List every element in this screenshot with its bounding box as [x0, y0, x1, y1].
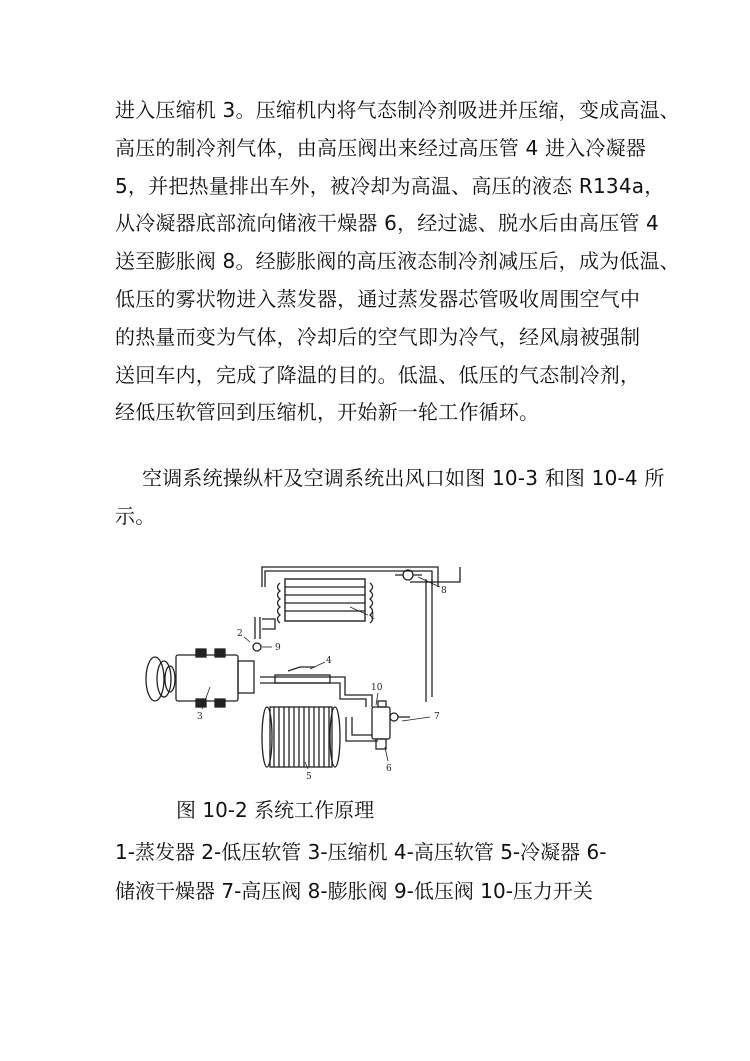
diagram-label: 10	[371, 683, 383, 693]
pipe-high-pressure	[260, 677, 372, 707]
pipe-right	[426, 579, 432, 702]
figure-caption: 图 10-2 系统工作原理	[176, 798, 375, 822]
text-line: 进入压缩机 3。压缩机内将气态制冷剂吸进并压缩，变成高温、	[115, 98, 680, 122]
text-line: 从冷凝器底部流向储液干燥器 6，经过滤、脱水后由高压管 4	[115, 211, 659, 236]
paragraph-refrigeration-cycle	[115, 92, 680, 432]
compressor	[146, 649, 254, 707]
diagram-label: 7	[434, 712, 440, 722]
condenser	[262, 707, 340, 767]
figure-legend	[115, 833, 635, 911]
legend-line: 储液干燥器 7-高压阀 8-膨胀阀 9-低压阀 10-压力开关	[115, 879, 593, 903]
high-pressure-hose	[275, 667, 330, 683]
text-line: 经低压软管回到压缩机，开始新一轮工作循环。	[115, 400, 540, 425]
text-line: 示。	[115, 503, 156, 528]
diagram-label: 4	[326, 656, 332, 666]
pipe-low-pressure	[255, 617, 260, 639]
diagram-label: 1	[370, 612, 376, 622]
pipe-top	[262, 567, 438, 587]
text-line: 高压的制冷剂气体，由高压阀出来经过高压管 4 进入冷凝器	[115, 135, 647, 160]
evaporator	[278, 579, 373, 623]
paragraph-controls-reference	[115, 460, 665, 536]
system-diagram	[140, 557, 470, 782]
text-line: 空调系统操纵杆及空调系统出风口如图 10-3 和图 10-4 所	[142, 466, 665, 490]
low-pressure-valve	[253, 643, 261, 651]
text-line: 5，并把热量排出车外，被冷却为高温、高压的液态 R134a，	[115, 173, 665, 198]
text-line: 的热量而变为气体，冷却后的空气即为冷气，经风扇被强制	[115, 324, 641, 349]
diagram-label: 8	[441, 586, 447, 596]
text-line: 送回车内，完成了降温的目的。低温、低压的气态制冷剂，	[115, 362, 641, 387]
text-line: 送至膨胀阀 8。经膨胀阀的高压液态制冷剂减压后，成为低温、	[115, 249, 680, 274]
diagram-label: 6	[386, 764, 392, 774]
pipe-evap-outlet	[262, 619, 275, 629]
diagram-label: 2	[237, 629, 243, 639]
legend-line: 1-蒸发器 2-低压软管 3-压缩机 4-高压软管 5-冷凝器 6-	[115, 840, 607, 864]
receiver-drier	[372, 701, 410, 749]
diagram-label: 5	[306, 772, 312, 782]
diagram-label: 9	[275, 643, 281, 653]
pipe-condenser	[346, 717, 378, 741]
diagram-label: 3	[197, 712, 203, 722]
text-line: 低压的雾状物进入蒸发器，通过蒸发器芯管吸收周围空气中	[115, 286, 641, 311]
